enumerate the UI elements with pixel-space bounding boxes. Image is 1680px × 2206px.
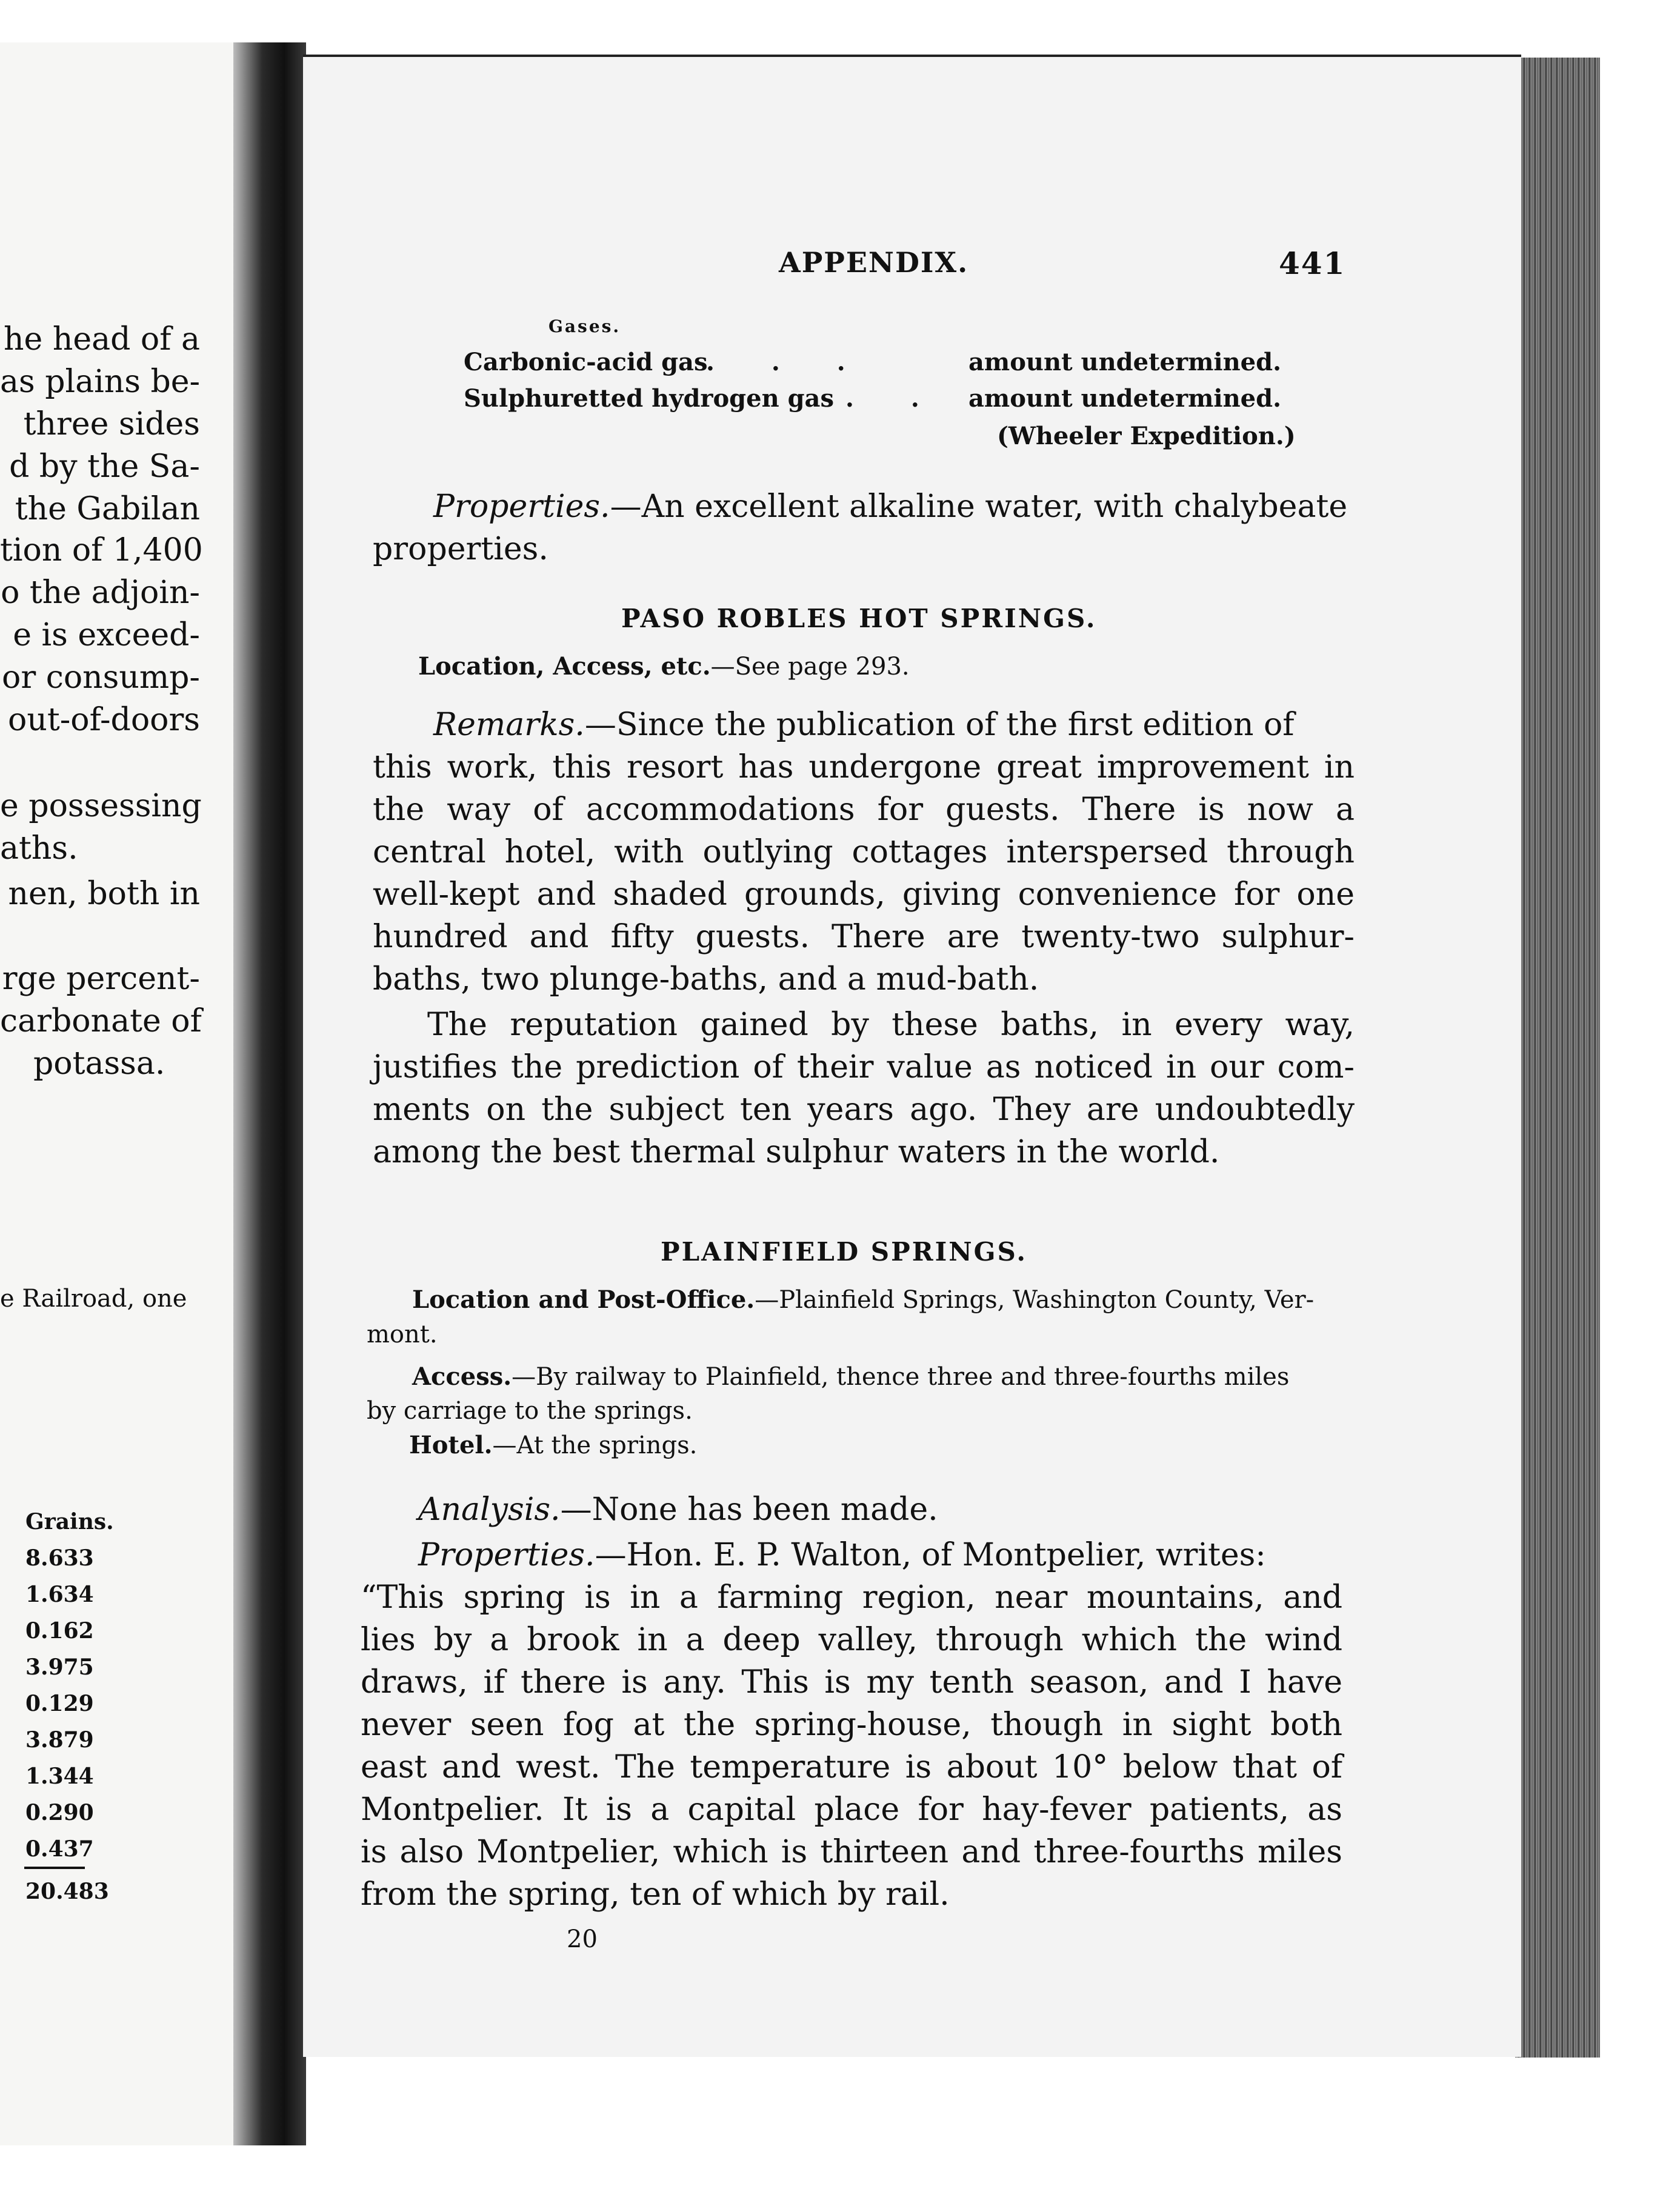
properties-label: Properties. <box>433 488 610 525</box>
remarks-line: hundred and fifty guests. There are twenty-two sulphur- <box>373 919 1355 955</box>
properties-text: —An excellent alkaline water, with chalybeate <box>610 488 1348 525</box>
gas-amount: amount undetermined. <box>968 384 1282 413</box>
running-header: APPENDIX. <box>779 246 969 279</box>
plainfield-location-label: Location and Post-Office. <box>412 1285 755 1314</box>
grains-value: 0.290 <box>25 1800 94 1825</box>
plainfield-hotel-text: —At the springs. <box>492 1431 698 1459</box>
plainfield-access <box>412 1362 1290 1391</box>
reputation-line: ments on the subject ten years ago. They are undoubtedly <box>373 1091 1355 1128</box>
quote-line: “This spring is in a farming region, near mountains, and <box>361 1579 1342 1616</box>
analysis-label: Analysis. <box>418 1491 561 1528</box>
reputation-line: among the best thermal sulphur waters in the world. <box>373 1134 1220 1170</box>
grains-value: 0.162 <box>25 1618 94 1644</box>
analysis-text: —None has been made. <box>560 1491 938 1528</box>
left-line: carbonate of <box>0 1003 202 1039</box>
plainfield-properties-text: —Hon. E. P. Walton, of Montpelier, writes: <box>595 1537 1266 1573</box>
paso-location-text: —See page 293. <box>710 653 910 681</box>
page-number: 441 <box>1279 245 1346 281</box>
remarks-line: baths, two plunge-baths, and a mud-bath. <box>373 961 1039 998</box>
plainfield-access-text: —By railway to Plainfield, thence three and three-fourths miles <box>512 1363 1290 1391</box>
left-line: he head of a <box>4 321 200 358</box>
left-line: e possessing <box>0 788 202 824</box>
left-line: nen, both in <box>8 876 200 912</box>
reputation-line: The reputation gained by these baths, in every way, <box>427 1007 1355 1043</box>
analysis-line <box>418 1491 938 1528</box>
gas-name: Sulphuretted hydrogen gas <box>464 384 834 413</box>
paso-location <box>418 652 910 681</box>
grains-value: 1.344 <box>25 1764 94 1789</box>
grains-value: 1.634 <box>25 1582 94 1607</box>
section-title: PLAINFIELD SPRINGS. <box>661 1237 1027 1267</box>
signature-mark: 20 <box>567 1925 598 1953</box>
left-line: tion of 1,400 <box>0 532 203 568</box>
book-gutter-shadow <box>233 42 306 2145</box>
remarks-text: —Since the publication of the first edition of <box>584 707 1295 743</box>
gas-amount: amount undetermined. <box>968 348 1282 376</box>
paso-location-label: Location, Access, etc. <box>418 652 711 681</box>
gas-name: Carbonic-acid gas <box>464 348 708 376</box>
grains-header: Grains. <box>25 1509 114 1535</box>
grains-value: 0.129 <box>25 1691 94 1716</box>
quote-line: lies by a brook in a deep valley, through which the wind <box>361 1622 1342 1658</box>
left-line: e is exceed- <box>13 617 200 653</box>
quote-line: draws, if there is any. This is my tenth season, and I have <box>361 1664 1342 1701</box>
left-line: or consump- <box>2 659 200 696</box>
left-line: three sides <box>23 406 200 442</box>
grains-value: 0.437 <box>25 1836 94 1862</box>
grains-value: 8.633 <box>25 1545 94 1571</box>
left-line: rge percent- <box>2 961 200 997</box>
remarks-line: the way of accommodations for guests. There is now a <box>373 791 1355 828</box>
quote-line: is also Montpelier, which is thirteen and three-fourths miles <box>361 1834 1342 1870</box>
gases-label: Gases. <box>548 316 621 336</box>
left-line: potassa. <box>33 1045 165 1082</box>
remarks-line: well-kept and shaded grounds, giving convenience for one <box>373 876 1355 913</box>
grains-value: 3.879 <box>25 1727 94 1753</box>
remarks-line <box>433 709 1295 741</box>
plainfield-location <box>412 1285 1315 1314</box>
plainfield-hotel <box>409 1433 697 1458</box>
plainfield-hotel-label: Hotel. <box>409 1431 493 1459</box>
gas-dots: . . . <box>706 348 870 376</box>
reputation-line: justifies the prediction of their value as noticed in our com- <box>373 1049 1355 1085</box>
section-title: PASO ROBLES HOT SPRINGS. <box>621 604 1097 633</box>
left-line: as plains be- <box>0 364 201 400</box>
left-line: d by the Sa- <box>9 448 200 485</box>
gas-source: (Wheeler Expedition.) <box>997 422 1296 450</box>
quote-line: Montpelier. It is a capital place for hay-fever patients, as <box>361 1791 1342 1828</box>
left-line: the Gabilan <box>15 491 200 527</box>
grains-total-rule <box>24 1867 85 1869</box>
properties-line: properties. <box>373 531 548 567</box>
quote-line: never seen fog at the spring-house, though in sight both <box>361 1707 1342 1743</box>
quote-line: east and west. The temperature is about 10° below that of <box>361 1749 1342 1785</box>
grains-value: 3.975 <box>25 1654 94 1680</box>
plainfield-properties-label: Properties. <box>418 1537 595 1573</box>
plainfield-location-cont: mont. <box>367 1321 438 1348</box>
remarks-label: Remarks. <box>433 707 585 743</box>
left-facing-page <box>0 42 233 2145</box>
left-railroad-line: e Railroad, one <box>0 1285 187 1313</box>
remarks-line: central hotel, with outlying cottages interspersed through <box>373 834 1355 870</box>
plainfield-location-text: —Plainfield Springs, Washington County, Ver- <box>755 1286 1315 1314</box>
grains-total: 20.483 <box>25 1879 109 1904</box>
quote-line: from the spring, ten of which by rail. <box>361 1876 950 1913</box>
gas-dots: . . <box>845 384 944 413</box>
left-line: o the adjoin- <box>1 575 200 611</box>
remarks-line: this work, this resort has undergone great improvement in <box>373 749 1355 785</box>
plainfield-access-cont: by carriage to the springs. <box>367 1397 693 1425</box>
left-line: out-of-doors <box>8 702 200 738</box>
plainfield-properties-line <box>418 1539 1266 1571</box>
plainfield-access-label: Access. <box>412 1362 512 1391</box>
properties-line <box>433 488 1348 525</box>
left-line: aths. <box>0 830 78 867</box>
page-edges <box>1515 58 1600 2058</box>
